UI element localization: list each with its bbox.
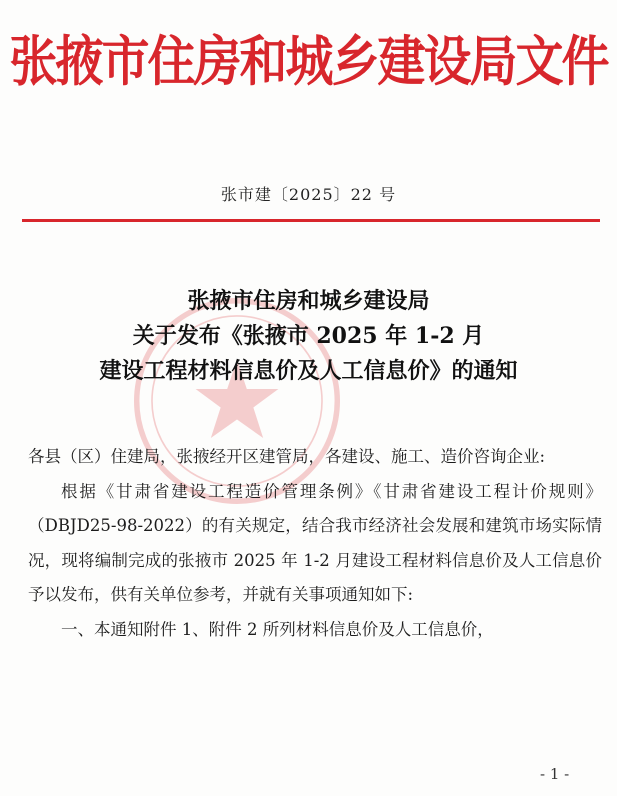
notice-title-line-1: 张掖市住房和城乡建设局 (187, 288, 430, 314)
red-header-title: 张掖市住房和城乡建设局文件 (9, 30, 608, 94)
body-paragraph-1: 根据《甘肃省建设工程造价管理条例》《甘肃省建设工程计价规则》（DBJD25-98-2022）的有关规定，结合我市经济社会发展和建筑市场实际情况，现将编制完成的张掖市 2025 年 1-2 月建设工程材料信息价及人工信息价予以发布，供有关单位参考，并就有关事项通知如下: (28, 481, 602, 604)
notice-body (28, 440, 602, 647)
addressee-paragraph: 各县（区）住建局，张掖经开区建管局，各建设、施工、造价咨询企业: (28, 447, 546, 466)
notice-title (0, 284, 617, 389)
document-number: 张市建〔2025〕22 号 (220, 185, 397, 204)
red-divider-line (22, 219, 600, 222)
notice-title-line-3: 建设工程材料信息价及人工信息价》的通知 (99, 358, 518, 384)
notice-title-line-2: 关于发布《张掖市 2025 年 1-2 月 (132, 323, 485, 349)
page-number: - 1 - (540, 765, 570, 783)
body-paragraph-2: 一、本通知附件 1、附件 2 所列材料信息价及人工信息价， (61, 619, 494, 639)
